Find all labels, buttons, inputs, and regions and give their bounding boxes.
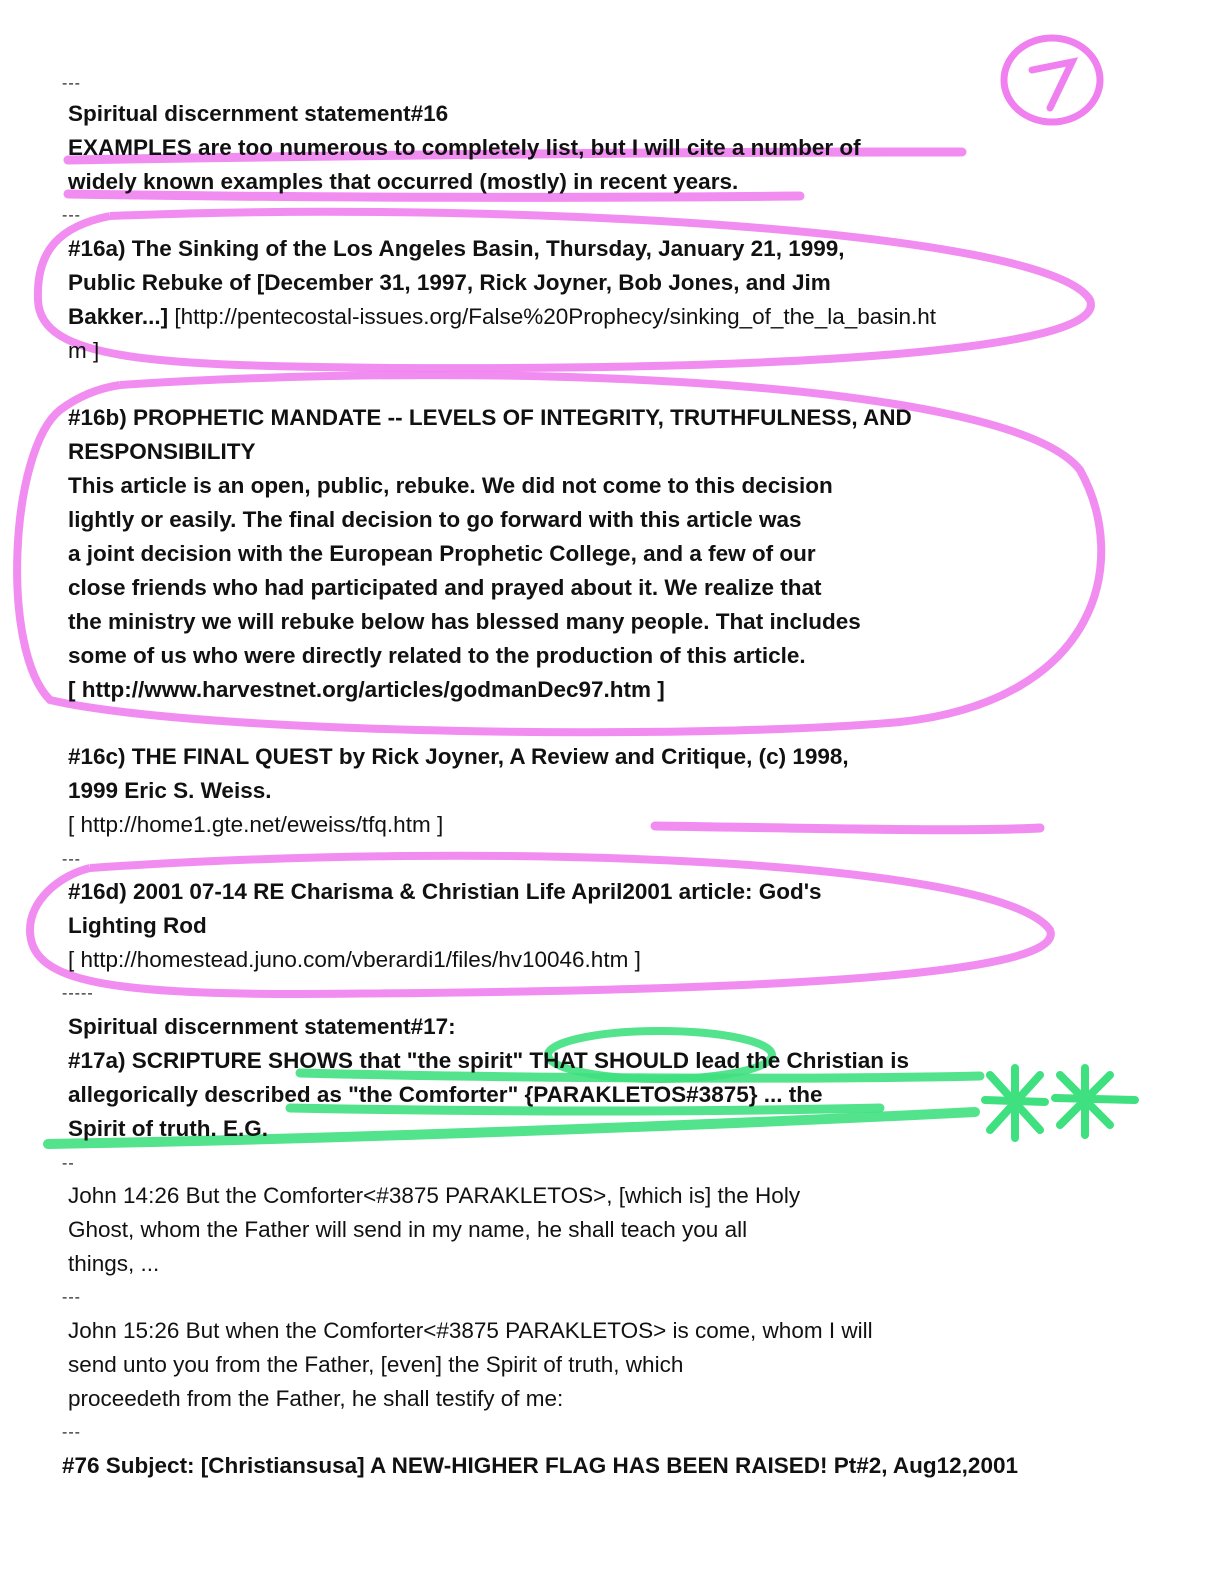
item16d-url: [ http://homestead.juno.com/vberardi1/files/hv10046.htm ]	[68, 947, 641, 972]
item16a-line: #16a) The Sinking of the Los Angeles Basin, Thursday, January 21, 1999,	[68, 236, 845, 261]
item16b-body-line: close friends who had participated and prayed about it. We realize that	[68, 575, 822, 600]
green-star-mark-1	[985, 1068, 1045, 1138]
item16b-url: [ http://www.harvestnet.org/articles/godmanDec97.htm ]	[68, 677, 665, 702]
item16b-body-line: the ministry we will rebuke below has blessed many people. That includes	[68, 609, 861, 634]
page-number-digit-stroke	[1032, 62, 1072, 108]
john14-line: John 14:26 But the Comforter<#3875 PARAKLETOS>, [which is] the Holy	[68, 1183, 801, 1208]
statement17-line: Spirit of truth. E.G.	[68, 1116, 268, 1141]
underline-item16c-url	[655, 826, 1040, 830]
item16a-url: [http://pentecostal-issues.org/False%20Prophecy/sinking_of_the_la_basin.ht	[168, 304, 937, 329]
subject76-line: #76 Subject: [Christiansusa] A NEW-HIGHER FLAG HAS BEEN RAISED! Pt#2, Aug12,2001	[62, 1453, 1018, 1478]
statement17-heading: Spiritual discernment statement#17:	[68, 1014, 456, 1039]
item16b-body-line: some of us who were directly related to the production of this article.	[68, 643, 806, 668]
statement17-line: #17a) SCRIPTURE SHOWS that "the spirit" THAT SHOULD lead the Christian is	[68, 1048, 910, 1073]
statement16-heading: Spiritual discernment statement#16	[68, 101, 449, 126]
item16a-line3	[68, 300, 936, 334]
john15-line: proceedeth from the Father, he shall testify of me:	[68, 1386, 564, 1411]
statement16-line: widely known examples that occurred (mostly) in recent years.	[68, 169, 739, 194]
item16a-bakker: Bakker...]	[68, 304, 169, 329]
item16b-title-line: RESPONSIBILITY	[68, 439, 256, 464]
item16a-url-tail: m ]	[68, 338, 100, 363]
separator: ---	[62, 75, 81, 92]
separator: ---	[62, 1289, 81, 1306]
separator: ---	[62, 1424, 81, 1441]
item16b-body-line: This article is an open, public, rebuke. We did not come to this decision	[68, 473, 833, 498]
john15-line: send unto you from the Father, [even] the Spirit of truth, which	[68, 1352, 684, 1377]
item16b-title-line: #16b) PROPHETIC MANDATE -- LEVELS OF INTEGRITY, TRUTHFULNESS, AND	[68, 405, 912, 430]
statement17-line: allegorically described as "the Comforter" {PARAKLETOS#3875} ... the	[68, 1082, 823, 1107]
john14-line: things, ...	[68, 1251, 160, 1276]
statement16-line: EXAMPLES are too numerous to completely list, but I will cite a number of	[68, 135, 861, 160]
item16c-url: [ http://home1.gte.net/eweiss/tfq.htm ]	[68, 812, 444, 837]
john14-line: Ghost, whom the Father will send in my name, he shall teach you all	[68, 1217, 748, 1242]
item16c-line: 1999 Eric S. Weiss.	[68, 778, 272, 803]
item16d-line: #16d) 2001 07-14 RE Charisma & Christian Life April2001 article: God's	[68, 879, 822, 904]
item16d-line: Lighting Rod	[68, 913, 207, 938]
separator: --	[62, 1155, 75, 1172]
item16c-line: #16c) THE FINAL QUEST by Rick Joyner, A Review and Critique, (c) 1998,	[68, 744, 849, 769]
separator: ---	[62, 207, 81, 224]
separator: -----	[62, 985, 94, 1002]
john15-line: John 15:26 But when the Comforter<#3875 PARAKLETOS> is come, whom I will	[68, 1318, 873, 1343]
item16a-line: Public Rebuke of [December 31, 1997, Rick Joyner, Bob Jones, and Jim	[68, 270, 831, 295]
item16b-body-line: a joint decision with the European Prophetic College, and a few of our	[68, 541, 816, 566]
green-star-mark-2	[1055, 1068, 1135, 1135]
item16b-body-line: lightly or easily. The final decision to go forward with this article was	[68, 507, 802, 532]
page-number-circle	[1004, 38, 1100, 122]
separator: ---	[62, 851, 81, 868]
